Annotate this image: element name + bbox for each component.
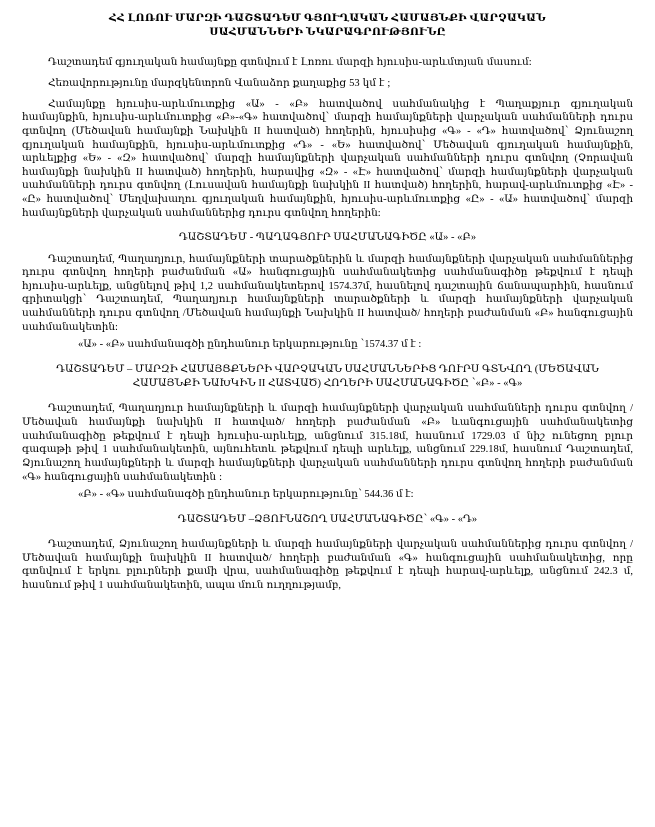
- section-1-length-line: «Ա» - «Բ» սահմանագծի ընդհանուր երկարությունը ՝1574.37 մ է :: [78, 339, 422, 351]
- section-2-length-line: «Բ» - «Գ» սահմանագծի ընդհանուր երկարությունը՝ 544.36 մ է:: [78, 489, 414, 501]
- section-1-paragraph: Դաշտադեմ, Պաղաղյուր, համայնքների տարածքներին և մարզի համայնքների վարչական սահմաններից դուրս գտնվող հողերի բաժանման «Ա» հանգուցային սահմանակետից սահմանագիծը թեքվում է դեպի հյուսիս-արևելք, անցնելով թիվ 1,2 սահմանակետերով 1574.37մ, հասնելով դաշտային ճանապարհին, հասնում գրիտակցի՝ Դաշտադեմ, Պաղաղյուր համայնքների տարածքների և մարզի համայնքների վարչական սահմանների դուրս գտնվող /Մեծավան համայնքի Նախկին II հատված/ հողերի բաժանման «Բ» հանգուցային սահմանակետին:: [22, 253, 633, 333]
- intro-paragraph-2: Հեռավորությունը մարզկենտրոն Վանաձոր քաղաքից 53 կմ է ;: [48, 77, 391, 89]
- document-title-line-2: ՍԱՀՄԱՆՆԵՐԻ ՆԿԱՐԱԳՐՈՒԹՅՈՒՆԸ: [209, 27, 446, 39]
- section-heading-1: [28, 231, 627, 245]
- intro-paragraph-3: Համայնքը հյուսիս-արևմուտքից «Ա» - «Բ» հատվածով սահմանակից է Պաղաքյուր գյուղական համայնքին, հյուսիս-արևմուտքից «Բ»-«Գ» հատվածով՝ մարզի համայնքների վարչական սահմանների դուրս գտնվող (Մեծավան համայնքի Նախկին II հատված) հողերին, հյուսիսից «Գ» - «Դ» հատվածով՝ Ձյունաշող գյուղական համայնքին, հյուսիս-արևմուտքից «Դ» - «Ե» հատվածով՝ Մեծավան գյուղական համայնքին, արևելքից «Ե» - «Զ» հատվածով՝ մարզի համայնքների վարչական սահմանների դուրս գտնվող (Չորավան համայնքի նախկին II հատված) հողերին, հարավից «Զ» - «Է» հատվածով՝ մարզի համայնքների վարչական սահմանների դուրս գտնվող (Լուսավան համայնքի նախկին II հատված) հողերին, հարավ-արևմուտքից «Է» - «Ը» հատվածով՝ Մեղվախաղու գյուղական համայնքին, հյուսիս-արևմուտքից «Ը» - «Ա» հատվածով՝ մարզի համայնքների վարչական սահմաններից դուրս գտնվող հողերին:: [22, 98, 633, 219]
- document-title: [32, 12, 623, 40]
- section-heading-2-line-1: ԴԱՇՏԱԴԵՄ – ՄԱՐԶԻ ՀԱՄԱՅՑՔՆԵՐԻ ՎԱՐՉԱԿԱՆ ՍԱՀՄԱՆՆԵՐԻՑ ԴՈՒՐՍ ԳՏՆՎՈՂ (ՄԵԾԱՎԱՆ: [56, 364, 599, 376]
- section-heading-1-line-1: ԴԱՇՏԱԴԵՄ - ՊԱՂԱԳՅՈՒՐ ՍԱՀՄԱՆԱԳԻԾԸ «Ա» - «Բ»: [178, 232, 477, 244]
- section-heading-3-line-1: ԴԱՇՏԱԴԵՄ –ՁՅՈՒՆԱՇՈՂ ՍԱՀՄԱՆԱԳԻԾԸ՝ «Գ» - «Դ»: [177, 513, 478, 525]
- document-title-line-1: ՀՀ ԼՈՌՈՒ ՄԱՐԶԻ ԴԱՇՏԱԴԵՄ ԳՅՈՒՂԱԿԱՆ ՀԱՄԱՅՆՔԻ ՎԱՐՉԱԿԱՆ: [109, 13, 546, 24]
- section-heading-2-line-2: ՀԱՄԱՅՆՔԻ ՆԱԽԿԻՆ II ՀԱՏՎԱԾ) ՀՈՂԵՐԻ ՍԱՀՄԱՆԱԳԻԾԸ ՝«Բ» - «Գ»: [132, 378, 523, 390]
- intro-paragraph-1: Դաշտադեմ գյուղական համայնքը գտնվում է Լոռու մարզի հյուսիս-արևմտյան մասում:: [48, 57, 532, 69]
- section-2-paragraph: Դաշտադեմ, Պաղաղյուր համայնքների և մարզի համայնքների վարչական սահմանների դուրս գտնվող /Մեծավան համայնքի նախկին II հատված/ հողերի բաժանման «Բ» ևանգուցային սահմանակետից սահմանագիծը թեքվում է դեպի հյուսիս-արևելք, անցնում 315.18մ, հասնում 1729.03 մ նիշ ունեցող բլուր գագաթի թիվ 1 սահմանակետին, այնուհետև թեքվում դեպի արևելք, անցնում 229.18մ, հասնում Դաշտադեմ, Ձյունաշող համայնքների և մարզի համայնքների վարչական սահմանների դուրս գտնվող հողերի բաժանման «Գ» հանգուցային սահմանակետին :: [22, 403, 633, 483]
- section-heading-3: [28, 513, 627, 527]
- section-heading-2: [28, 363, 627, 391]
- section-3-paragraph: Դաշտադեմ, Ձյունաշող համայնքների և մարզի համայնքների վարչական սահմաններից դուրս գտնվող /Մեծավան համայնքի նախկին II հատված/ հողերի բաժանման «Գ» հանգուցային սահմանակետից, որը գտնվում է երկու բլուրների քամի վրա, սահմանագիծը թեքվում է դեպի հարավ-արևելք, անցնում 242.3 մ, հասնում թիվ 1 սահմանակետին, ապա մուն ուղղությամբ,: [22, 539, 633, 591]
